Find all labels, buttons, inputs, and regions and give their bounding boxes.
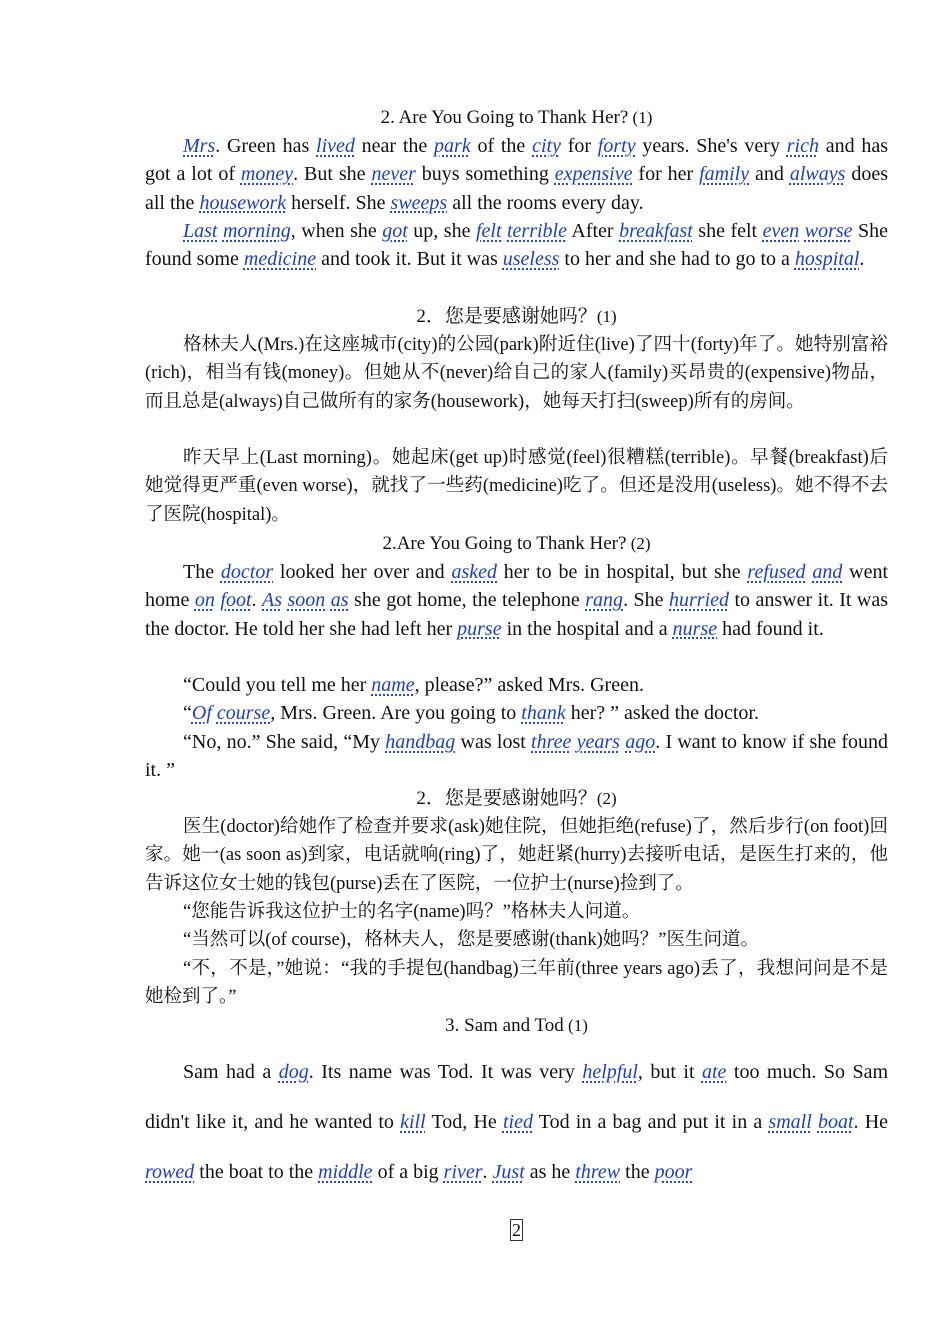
vocab-word: sweeps: [390, 191, 448, 214]
vocab-word: lived: [316, 135, 355, 157]
vocab-word: money: [240, 163, 294, 186]
vocab-word: course: [216, 702, 271, 724]
vocab-word: doctor: [220, 561, 274, 583]
vocab-word: morning: [222, 220, 291, 242]
vocab-word: on: [194, 589, 215, 612]
vocab-word: useless: [502, 248, 560, 271]
page-number: 2: [512, 1220, 521, 1240]
vocab-word: threw: [575, 1161, 621, 1183]
section-title: 2．您是要感谢她吗？(1): [416, 306, 617, 327]
vocab-word: poor: [654, 1161, 693, 1183]
translation-paragraph: 昨天早上(Last morning)。她起床(get up)时感觉(feel)很糟糕(terrible)。早餐(breakfast)后她觉得更严重(even worse)，就找了一些药(medicine)吃了。但还是没用(useless)。她不得不去了医院(hospital)。: [145, 448, 888, 525]
vocab-word: boat: [817, 1111, 854, 1133]
section-title: 2. Are You Going to Thank Her? (1): [380, 107, 653, 128]
vocab-word: as: [330, 589, 349, 612]
vocab-word: rowed: [145, 1161, 195, 1183]
vocab-word: refused: [747, 561, 806, 583]
vocab-word: dog: [278, 1061, 309, 1083]
vocab-word: expensive: [554, 163, 633, 186]
translation-dialogue-line: “不，不是，”她说：“我的手提包(handbag)三年前(three years ago)丢了，我想问问是不是她检到了。”: [145, 959, 888, 1008]
vocab-word: nurse: [672, 617, 718, 640]
section-title: 2.Are You Going to Thank Her? (2): [382, 533, 651, 554]
vocab-word: years: [576, 731, 620, 753]
story-paragraph: Last morning, when she got up, she felt terrible After breakfast she felt even worse She found some medicine and took it. But it was useless to her and she had to go to a hospital.: [145, 220, 889, 271]
story-paragraph: Mrs. Green has lived near the park of the city for forty years. She's very rich and has got a lot of money. But she never buys something expensive for her family and always does all the housework herself. She sweeps all the rooms every day.: [145, 135, 889, 214]
vocab-word: hurried: [669, 589, 730, 612]
vocab-word: family: [699, 163, 750, 186]
dialogue-line: “Of course, Mrs. Green. Are you going to thank her? ” asked the doctor.: [183, 702, 759, 724]
vocab-word: Mrs: [183, 135, 216, 157]
story-paragraph: Sam had a dog. Its name was Tod. It was very helpful, but it ate too much. So Sam didn't like it, and he wanted to kill Tod, He tied Tod in a bag and put it in a small boat. He rowed the boat to the middle of a big river. Just as he threw the poor: [145, 1061, 889, 1183]
vocab-word: got: [382, 220, 408, 242]
translation-paragraph: 格林夫人(Mrs.)在这座城市(city)的公园(park)附近住(live)了四十(forty)年了。她特别富裕(rich)，相当有钱(money)。但她从不(never)给自己的家人(family)买昂贵的(expensive)物品，而且总是(always)自己做所有的家务(housework)，她每天打扫(sweep)所有的房间。: [145, 335, 888, 412]
vocab-word: park: [434, 135, 471, 157]
translation-dialogue-line: “当然可以(of course)，格林夫人，您是要感谢(thank)她吗？”医生问道。: [183, 930, 759, 950]
story-paragraph: The doctor looked her over and asked her to be in hospital, but she refused and went home on foot. As soon as she got home, the telephone rang. She hurried to answer it. It was the doctor. He told her she had left her purse in the hospital and a nurse had found it.: [145, 561, 889, 640]
vocab-word: always: [789, 163, 846, 186]
section-title: 2．您是要感谢她吗？(2): [416, 788, 617, 809]
vocab-word: medicine: [243, 248, 317, 271]
vocab-word: tied: [502, 1111, 533, 1133]
vocab-word: handbag: [385, 731, 456, 753]
translation-dialogue-line: “您能告诉我这位护士的名字(name)吗？”格林夫人问道。: [183, 902, 641, 922]
vocab-word: kill: [400, 1111, 426, 1133]
section-title: 3. Sam and Tod (1): [445, 1015, 588, 1036]
vocab-word: worse: [804, 220, 853, 242]
vocab-word: purse: [457, 617, 502, 640]
vocab-word: even: [762, 220, 800, 242]
vocab-word: breakfast: [619, 220, 693, 242]
vocab-word: asked: [451, 561, 497, 583]
vocab-word: small: [768, 1111, 812, 1133]
translation-paragraph: 医生(doctor)给她作了检查并要求(ask)她住院，但她拒绝(refuse)了，然后步行(on foot)回家。她一(as soon as)到家，电话就响(ring)了，她赶紧(hurry)去接听电话，是医生打来的，他告诉这位女士她的钱包(purse)丢在了医院，一位护士(nurse)捡到了。: [145, 817, 888, 894]
vocab-word: housework: [199, 191, 287, 214]
vocab-word: foot: [220, 589, 252, 612]
vocab-word: three: [531, 731, 572, 753]
vocab-word: rich: [786, 135, 819, 157]
vocab-word: hospital: [794, 248, 860, 271]
vocab-word: soon: [287, 589, 326, 612]
dialogue-line: “No, no.” She said, “My handbag was lost three years ago. I want to know if she found it. ”: [145, 731, 889, 782]
vocab-word: ago: [625, 731, 656, 753]
vocab-word: Last: [183, 220, 218, 242]
vocab-word: thank: [521, 702, 566, 724]
vocab-word: Of: [191, 702, 212, 724]
vocab-word: city: [532, 135, 561, 157]
vocab-word: helpful: [582, 1061, 638, 1083]
vocab-word: ate: [701, 1061, 727, 1083]
vocab-word: name: [371, 674, 415, 696]
vocab-word: middle: [318, 1161, 373, 1183]
vocab-word: rang: [585, 589, 624, 612]
dialogue-line: “Could you tell me her name, please?” asked Mrs. Green.: [183, 674, 644, 696]
vocab-word: felt: [475, 220, 502, 242]
vocab-word: terrible: [507, 220, 567, 242]
vocab-word: forty: [597, 135, 636, 157]
vocab-word: As: [262, 589, 283, 612]
vocab-word: and: [812, 561, 843, 583]
vocab-word: Just: [492, 1161, 525, 1183]
vocab-word: river: [443, 1161, 483, 1183]
vocab-word: never: [371, 163, 416, 186]
